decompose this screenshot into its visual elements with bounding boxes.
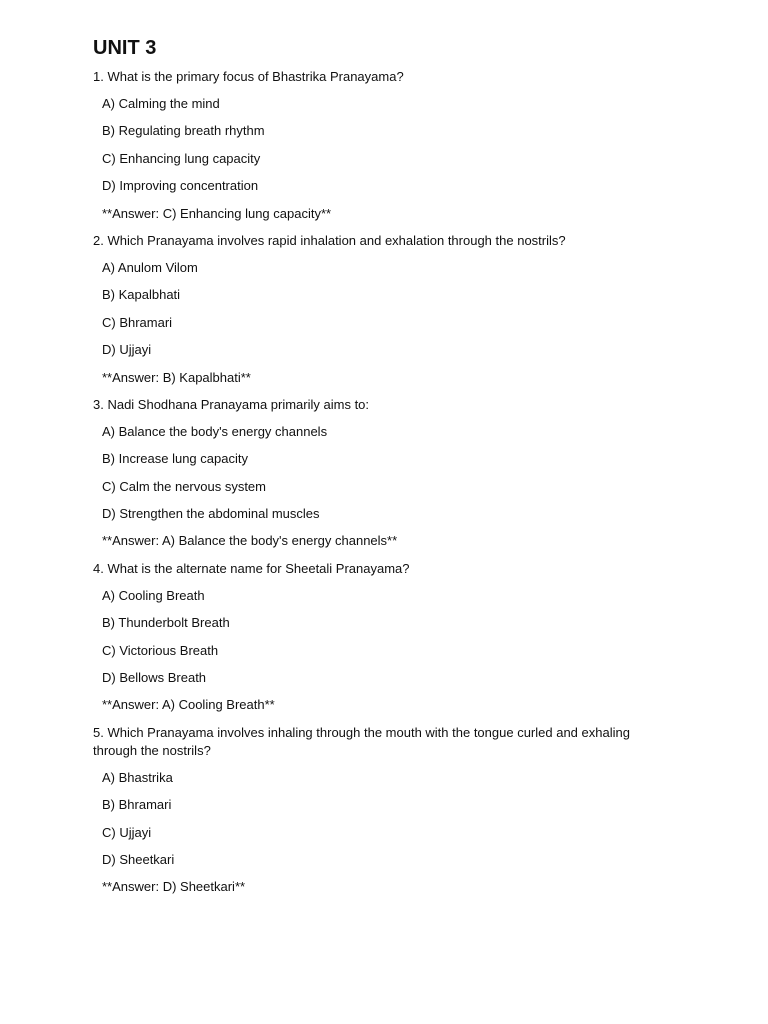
question-text: 3. Nadi Shodhana Pranayama primarily aims to: bbox=[93, 396, 370, 412]
option-d: D) Ujjayi bbox=[102, 342, 152, 358]
answer-text: **Answer: D) Sheetkari** bbox=[102, 879, 246, 895]
answer-text: **Answer: A) Cooling Breath** bbox=[102, 697, 275, 713]
option-b: B) Regulating breath rhythm bbox=[102, 123, 265, 139]
option-d: D) Sheetkari bbox=[102, 851, 175, 867]
option-b: B) Increase lung capacity bbox=[102, 451, 248, 467]
question-text: 2. Which Pranayama involves rapid inhalation and exhalation through the nostrils? bbox=[93, 232, 566, 248]
question-block-4 bbox=[93, 560, 663, 715]
option-c: C) Bhramari bbox=[102, 314, 173, 330]
question-text: 4. What is the alternate name for Sheetali Pranayama? bbox=[93, 560, 410, 576]
question-text: 1. What is the primary focus of Bhastrika Pranayama? bbox=[93, 69, 404, 84]
question-block-3 bbox=[93, 396, 663, 551]
option-a: A) Bhastrika bbox=[102, 769, 173, 785]
option-c: C) Victorious Breath bbox=[102, 642, 219, 658]
option-c: C) Calm the nervous system bbox=[102, 478, 266, 494]
answer-text: **Answer: B) Kapalbhati** bbox=[102, 369, 251, 385]
question-block-1 bbox=[93, 68, 663, 223]
answer-text: **Answer: A) Balance the body's energy channels** bbox=[102, 533, 398, 549]
question-block-2 bbox=[93, 232, 663, 387]
option-c: C) Enhancing lung capacity bbox=[102, 150, 261, 166]
option-d: D) Strengthen the abdominal muscles bbox=[102, 506, 320, 522]
option-d: D) Improving concentration bbox=[102, 178, 259, 194]
answer-text: **Answer: C) Enhancing lung capacity** bbox=[102, 205, 332, 221]
option-d: D) Bellows Breath bbox=[102, 670, 207, 686]
option-a: A) Cooling Breath bbox=[102, 587, 205, 603]
question-block-5 bbox=[93, 724, 663, 897]
option-b: B) Thunderbolt Breath bbox=[102, 615, 230, 631]
document-page bbox=[93, 36, 663, 906]
option-a: A) Calming the mind bbox=[102, 96, 220, 111]
option-b: B) Bhramari bbox=[102, 797, 172, 813]
option-a: A) Balance the body's energy channels bbox=[102, 423, 328, 439]
option-a: A) Anulom Vilom bbox=[102, 259, 198, 275]
option-b: B) Kapalbhati bbox=[102, 287, 181, 303]
question-text: 5. Which Pranayama involves inhaling through the mouth with the tongue curled and exhaling through the nostrils? bbox=[93, 724, 630, 758]
document-title: UNIT 3 bbox=[93, 37, 157, 59]
option-c: C) Ujjayi bbox=[102, 824, 152, 840]
